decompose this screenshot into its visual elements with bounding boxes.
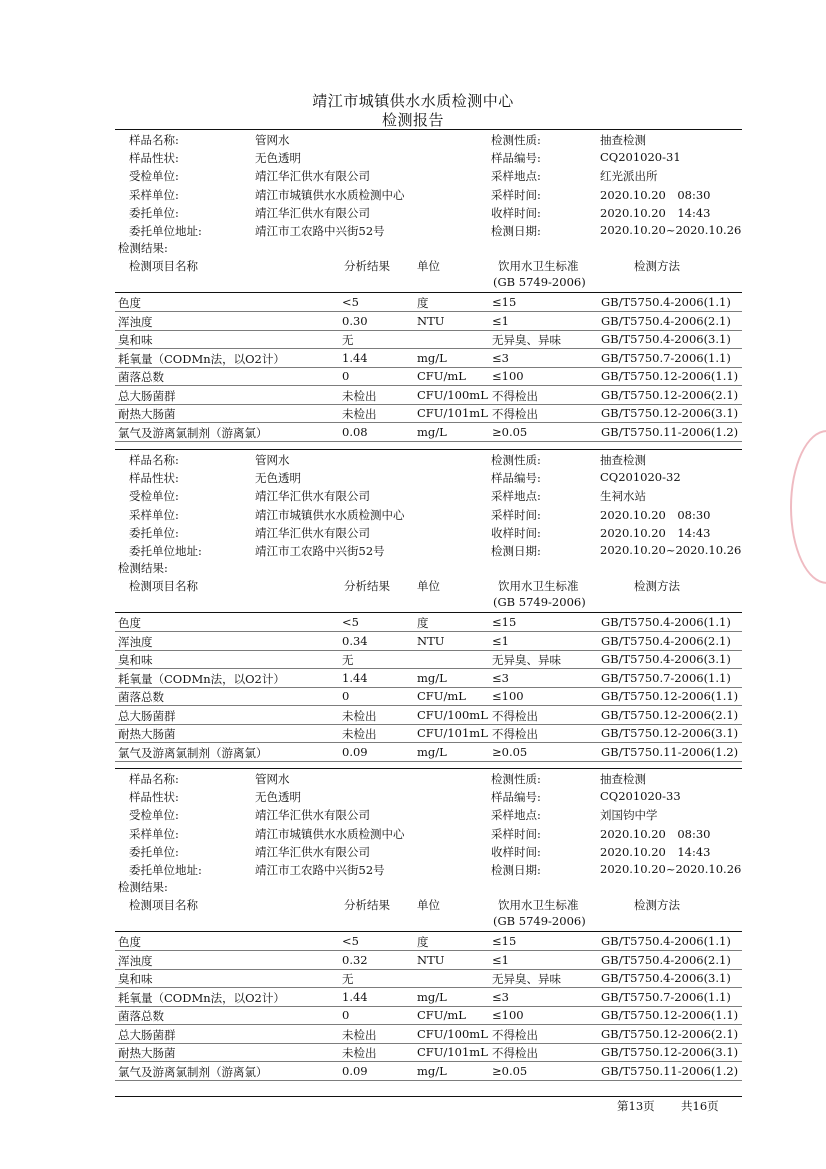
meta-value: 2020.10.20~2020.10.26 bbox=[600, 543, 742, 557]
meta-label: 受检单位: bbox=[129, 808, 179, 823]
cell-item: 氯气及游离氯制剂（游离氯） bbox=[118, 1064, 268, 1079]
row-divider bbox=[115, 705, 742, 706]
cell-standard: ≤100 bbox=[492, 689, 524, 703]
cell-item: 总大肠菌群 bbox=[118, 708, 176, 723]
meta-value: 靖江华汇供水有限公司 bbox=[255, 205, 370, 220]
cell-standard: ≥0.05 bbox=[492, 1063, 528, 1078]
cell-method: GB/T5750.12-2006(3.1) bbox=[601, 1045, 739, 1059]
col-header-unit: 单位 bbox=[417, 579, 440, 593]
meta-value: 抽查检测 bbox=[600, 453, 646, 467]
meta-value: 无色透明 bbox=[255, 151, 301, 166]
cell-result: 1.44 bbox=[342, 670, 368, 685]
meta-value: CQ201020-32 bbox=[600, 470, 681, 485]
meta-value: CQ201020-33 bbox=[600, 789, 681, 804]
cell-result: 无 bbox=[342, 333, 354, 347]
meta-value: 无色透明 bbox=[255, 471, 301, 486]
cell-unit: mg/L bbox=[417, 350, 447, 365]
meta-value: 2020.10.20 08:30 bbox=[600, 826, 711, 841]
cell-standard: ≤3 bbox=[492, 989, 509, 1004]
cell-item: 菌落总数 bbox=[118, 1009, 164, 1023]
cell-standard: 不得检出 bbox=[492, 388, 538, 403]
table-header-divider bbox=[115, 292, 742, 293]
meta-label: 委托单位地址: bbox=[129, 224, 202, 238]
col-header-standard: 饮用水卫生标准 bbox=[498, 259, 579, 273]
cell-item: 耐热大肠菌 bbox=[118, 727, 176, 741]
col-header-result: 分析结果 bbox=[344, 898, 390, 912]
page-number: 第13页 bbox=[617, 1099, 655, 1113]
row-divider bbox=[115, 987, 742, 988]
org-title: 靖江市城镇供水水质检测中心 bbox=[312, 92, 514, 110]
cell-unit: 度 bbox=[417, 296, 429, 310]
meta-value: 靖江华汇供水有限公司 bbox=[255, 525, 370, 540]
meta-label: 收样时间: bbox=[491, 525, 541, 540]
row-divider bbox=[115, 330, 742, 331]
meta-label: 检测日期: bbox=[491, 224, 541, 238]
meta-label: 采样单位: bbox=[129, 507, 179, 522]
meta-value: 红光派出所 bbox=[600, 169, 658, 184]
cell-item: 浑浊度 bbox=[118, 314, 153, 329]
cell-item: 耐热大肠菌 bbox=[118, 1046, 176, 1060]
cell-standard: 不得检出 bbox=[492, 1027, 538, 1042]
cell-standard: ≤1 bbox=[492, 313, 509, 328]
cell-method: GB/T5750.4-2006(3.1) bbox=[601, 652, 731, 666]
col-header-result: 分析结果 bbox=[344, 259, 390, 273]
meta-label: 采样地点: bbox=[491, 169, 541, 184]
cell-method: GB/T5750.4-2006(3.1) bbox=[601, 332, 731, 346]
meta-label: 受检单位: bbox=[129, 489, 179, 504]
cell-unit: mg/L bbox=[417, 424, 447, 439]
cell-item: 总大肠菌群 bbox=[118, 1027, 176, 1042]
cell-method: GB/T5750.12-2006(1.1) bbox=[601, 369, 739, 383]
meta-label: 采样地点: bbox=[491, 489, 541, 504]
cell-result: 0.08 bbox=[342, 424, 368, 439]
col-header-standard: 饮用水卫生标准 bbox=[498, 579, 579, 593]
meta-value: 无色透明 bbox=[255, 790, 301, 805]
col-header-item: 检测项目名称 bbox=[129, 579, 198, 593]
meta-value: 靖江华汇供水有限公司 bbox=[255, 489, 370, 504]
cell-item: 耐热大肠菌 bbox=[118, 407, 176, 421]
meta-value: 靖江华汇供水有限公司 bbox=[255, 844, 370, 859]
cell-unit: CFU/101mL bbox=[417, 726, 488, 740]
cell-method: GB/T5750.11-2006(1.2) bbox=[601, 1063, 739, 1078]
meta-value: 靖江市工农路中兴街52号 bbox=[255, 863, 385, 877]
cell-item: 臭和味 bbox=[118, 333, 153, 347]
meta-label: 样品名称: bbox=[129, 772, 179, 786]
cell-method: GB/T5750.12-2006(2.1) bbox=[601, 1026, 739, 1041]
cell-unit: NTU bbox=[417, 952, 445, 967]
col-header-item: 检测项目名称 bbox=[129, 259, 198, 273]
block-top-divider bbox=[115, 768, 742, 769]
cell-method: GB/T5750.12-2006(3.1) bbox=[601, 726, 739, 740]
cell-method: GB/T5750.12-2006(1.1) bbox=[601, 689, 739, 703]
cell-standard: ≤15 bbox=[492, 934, 517, 948]
cell-method: GB/T5750.4-2006(1.1) bbox=[601, 934, 731, 948]
cell-result: 0.09 bbox=[342, 744, 368, 759]
meta-label: 委托单位: bbox=[129, 525, 179, 540]
cell-method: GB/T5750.7-2006(1.1) bbox=[601, 350, 731, 365]
row-divider bbox=[115, 404, 742, 405]
cell-result: 未检出 bbox=[342, 708, 377, 723]
meta-value: 2020.10.20 14:43 bbox=[600, 205, 711, 220]
meta-label: 检测日期: bbox=[491, 544, 541, 558]
cell-standard: ≤15 bbox=[492, 295, 517, 309]
block-top-divider bbox=[115, 449, 742, 450]
row-divider bbox=[115, 969, 742, 970]
row-divider bbox=[115, 631, 742, 632]
cell-unit: NTU bbox=[417, 633, 445, 648]
col-header-standard-code: (GB 5749-2006) bbox=[493, 914, 586, 928]
cell-method: GB/T5750.4-2006(1.1) bbox=[601, 615, 731, 629]
row-divider bbox=[115, 441, 742, 442]
cell-result: 0 bbox=[342, 689, 350, 703]
cell-item: 耗氧量（CODMn法，以O2计） bbox=[118, 671, 285, 686]
cell-standard: ≤3 bbox=[492, 670, 509, 685]
row-divider bbox=[115, 367, 742, 368]
meta-label: 采样时间: bbox=[491, 826, 541, 841]
meta-value: 2020.10.20 08:30 bbox=[600, 507, 711, 522]
col-header-method: 检测方法 bbox=[634, 898, 680, 912]
row-divider bbox=[115, 687, 742, 688]
cell-item: 色度 bbox=[118, 296, 141, 310]
cell-result: 0 bbox=[342, 369, 350, 383]
cell-method: GB/T5750.4-2006(2.1) bbox=[601, 313, 731, 328]
cell-result: 无 bbox=[342, 972, 354, 986]
cell-standard: ≤15 bbox=[492, 615, 517, 629]
row-divider bbox=[115, 724, 742, 725]
meta-label: 样品编号: bbox=[491, 471, 541, 486]
meta-label: 检测性质: bbox=[491, 453, 541, 467]
seal-stamp bbox=[790, 430, 826, 584]
cell-item: 氯气及游离氯制剂（游离氯） bbox=[118, 745, 268, 760]
meta-label: 采样时间: bbox=[491, 507, 541, 522]
col-header-standard-code: (GB 5749-2006) bbox=[493, 595, 586, 609]
row-divider bbox=[115, 1061, 742, 1062]
meta-label: 收样时间: bbox=[491, 844, 541, 859]
row-divider bbox=[115, 1043, 742, 1044]
cell-item: 色度 bbox=[118, 616, 141, 630]
cell-unit: mg/L bbox=[417, 989, 447, 1004]
col-header-method: 检测方法 bbox=[634, 259, 680, 273]
meta-label: 收样时间: bbox=[491, 205, 541, 220]
cell-method: GB/T5750.4-2006(2.1) bbox=[601, 633, 731, 648]
cell-standard: 无异臭、异味 bbox=[492, 972, 561, 986]
table-header-divider bbox=[115, 612, 742, 613]
meta-label: 检测性质: bbox=[491, 772, 541, 786]
row-divider bbox=[115, 311, 742, 312]
cell-method: GB/T5750.7-2006(1.1) bbox=[601, 670, 731, 685]
cell-item: 色度 bbox=[118, 935, 141, 949]
meta-value: 管网水 bbox=[255, 133, 290, 147]
meta-value: 靖江市工农路中兴街52号 bbox=[255, 544, 385, 558]
col-header-standard: 饮用水卫生标准 bbox=[498, 898, 579, 912]
row-divider bbox=[115, 385, 742, 386]
meta-label: 样品性状: bbox=[129, 471, 179, 486]
cell-standard: ≤1 bbox=[492, 952, 509, 967]
meta-label: 受检单位: bbox=[129, 169, 179, 184]
col-header-item: 检测项目名称 bbox=[129, 898, 198, 912]
meta-label: 委托单位: bbox=[129, 205, 179, 220]
meta-label: 样品性状: bbox=[129, 151, 179, 166]
meta-value: 2020.10.20 14:43 bbox=[600, 525, 711, 540]
cell-result: <5 bbox=[342, 295, 359, 309]
meta-value: 靖江市城镇供水水质检测中心 bbox=[255, 826, 405, 841]
cell-result: 0.32 bbox=[342, 952, 368, 967]
col-header-unit: 单位 bbox=[417, 898, 440, 912]
cell-result: 1.44 bbox=[342, 350, 368, 365]
meta-label: 样品名称: bbox=[129, 133, 179, 147]
table-header-divider bbox=[115, 931, 742, 932]
cell-method: GB/T5750.12-2006(3.1) bbox=[601, 406, 739, 420]
meta-label: 采样单位: bbox=[129, 187, 179, 202]
meta-value: 2020.10.20 08:30 bbox=[600, 187, 711, 202]
cell-unit: 度 bbox=[417, 616, 429, 630]
cell-result: 未检出 bbox=[342, 388, 377, 403]
cell-unit: mg/L bbox=[417, 670, 447, 685]
cell-standard: 无异臭、异味 bbox=[492, 653, 561, 667]
cell-result: 1.44 bbox=[342, 989, 368, 1004]
cell-result: <5 bbox=[342, 934, 359, 948]
cell-item: 耗氧量（CODMn法，以O2计） bbox=[118, 351, 285, 366]
cell-result: 未检出 bbox=[342, 1046, 377, 1060]
cell-result: 0.09 bbox=[342, 1063, 368, 1078]
cell-result: 0 bbox=[342, 1008, 350, 1022]
meta-value: 管网水 bbox=[255, 772, 290, 786]
meta-value: 管网水 bbox=[255, 453, 290, 467]
cell-method: GB/T5750.11-2006(1.2) bbox=[601, 744, 739, 759]
cell-result: 无 bbox=[342, 653, 354, 667]
col-header-method: 检测方法 bbox=[634, 579, 680, 593]
cell-standard: 不得检出 bbox=[492, 1046, 538, 1060]
meta-value: 抽查检测 bbox=[600, 133, 646, 147]
meta-value: 靖江华汇供水有限公司 bbox=[255, 169, 370, 184]
cell-unit: mg/L bbox=[417, 744, 447, 759]
meta-value: CQ201020-31 bbox=[600, 150, 681, 165]
cell-result: 未检出 bbox=[342, 727, 377, 741]
meta-value: 生祠水站 bbox=[600, 489, 646, 504]
cell-method: GB/T5750.11-2006(1.2) bbox=[601, 424, 739, 439]
block-top-divider bbox=[115, 129, 742, 130]
results-label: 检测结果: bbox=[118, 880, 168, 894]
meta-label: 样品编号: bbox=[491, 151, 541, 166]
page-total: 共16页 bbox=[681, 1099, 719, 1113]
meta-value: 靖江市城镇供水水质检测中心 bbox=[255, 187, 405, 202]
meta-label: 采样时间: bbox=[491, 187, 541, 202]
meta-value: 靖江市城镇供水水质检测中心 bbox=[255, 507, 405, 522]
meta-value: 2020.10.20 14:43 bbox=[600, 844, 711, 859]
cell-result: <5 bbox=[342, 615, 359, 629]
cell-method: GB/T5750.12-2006(1.1) bbox=[601, 1008, 739, 1022]
row-divider bbox=[115, 1006, 742, 1007]
footer-divider bbox=[115, 1096, 742, 1097]
row-divider bbox=[115, 348, 742, 349]
cell-standard: ≤100 bbox=[492, 1008, 524, 1022]
row-divider bbox=[115, 1024, 742, 1025]
meta-label: 样品编号: bbox=[491, 790, 541, 805]
meta-label: 委托单位地址: bbox=[129, 544, 202, 558]
cell-standard: ≤100 bbox=[492, 369, 524, 383]
cell-item: 浑浊度 bbox=[118, 953, 153, 968]
report-title: 检测报告 bbox=[381, 111, 444, 129]
meta-label: 样品性状: bbox=[129, 790, 179, 805]
cell-standard: ≤1 bbox=[492, 633, 509, 648]
cell-unit: CFU/101mL bbox=[417, 406, 488, 420]
cell-standard: ≤3 bbox=[492, 350, 509, 365]
meta-label: 委托单位: bbox=[129, 844, 179, 859]
cell-unit: CFU/mL bbox=[417, 369, 466, 383]
cell-item: 菌落总数 bbox=[118, 370, 164, 384]
cell-standard: 不得检出 bbox=[492, 727, 538, 741]
meta-label: 检测日期: bbox=[491, 863, 541, 877]
col-header-unit: 单位 bbox=[417, 259, 440, 273]
cell-method: GB/T5750.12-2006(2.1) bbox=[601, 387, 739, 402]
row-divider bbox=[115, 950, 742, 951]
cell-unit: NTU bbox=[417, 313, 445, 328]
results-label: 检测结果: bbox=[118, 241, 168, 255]
cell-item: 臭和味 bbox=[118, 653, 153, 667]
cell-method: GB/T5750.4-2006(2.1) bbox=[601, 952, 731, 967]
cell-result: 未检出 bbox=[342, 1027, 377, 1042]
cell-standard: ≥0.05 bbox=[492, 744, 528, 759]
meta-value: 靖江市工农路中兴街52号 bbox=[255, 224, 385, 238]
row-divider bbox=[115, 668, 742, 669]
meta-value: 靖江华汇供水有限公司 bbox=[255, 808, 370, 823]
cell-method: GB/T5750.12-2006(2.1) bbox=[601, 707, 739, 722]
cell-unit: CFU/100mL bbox=[417, 1026, 488, 1041]
cell-item: 臭和味 bbox=[118, 972, 153, 986]
cell-result: 0.34 bbox=[342, 633, 368, 648]
cell-standard: 不得检出 bbox=[492, 708, 538, 723]
meta-value: 2020.10.20~2020.10.26 bbox=[600, 862, 742, 876]
cell-unit: CFU/mL bbox=[417, 689, 466, 703]
cell-unit: mg/L bbox=[417, 1063, 447, 1078]
meta-label: 采样地点: bbox=[491, 808, 541, 823]
cell-standard: 不得检出 bbox=[492, 407, 538, 421]
cell-method: GB/T5750.4-2006(3.1) bbox=[601, 971, 731, 985]
cell-item: 氯气及游离氯制剂（游离氯） bbox=[118, 425, 268, 440]
cell-standard: ≥0.05 bbox=[492, 424, 528, 439]
meta-label: 样品名称: bbox=[129, 453, 179, 467]
cell-method: GB/T5750.4-2006(1.1) bbox=[601, 295, 731, 309]
meta-value: 刘国钧中学 bbox=[600, 808, 658, 823]
row-divider bbox=[115, 761, 742, 762]
cell-item: 耗氧量（CODMn法，以O2计） bbox=[118, 990, 285, 1005]
cell-unit: 度 bbox=[417, 935, 429, 949]
meta-value: 抽查检测 bbox=[600, 772, 646, 786]
cell-unit: CFU/100mL bbox=[417, 387, 488, 402]
meta-label: 检测性质: bbox=[491, 133, 541, 147]
meta-value: 2020.10.20~2020.10.26 bbox=[600, 223, 742, 237]
cell-item: 菌落总数 bbox=[118, 690, 164, 704]
row-divider bbox=[115, 422, 742, 423]
col-header-result: 分析结果 bbox=[344, 579, 390, 593]
cell-item: 浑浊度 bbox=[118, 634, 153, 649]
cell-result: 未检出 bbox=[342, 407, 377, 421]
cell-unit: CFU/mL bbox=[417, 1008, 466, 1022]
row-divider bbox=[115, 1080, 742, 1081]
meta-label: 采样单位: bbox=[129, 826, 179, 841]
col-header-standard-code: (GB 5749-2006) bbox=[493, 275, 586, 289]
cell-standard: 无异臭、异味 bbox=[492, 333, 561, 347]
row-divider bbox=[115, 742, 742, 743]
cell-unit: CFU/101mL bbox=[417, 1045, 488, 1059]
cell-result: 0.30 bbox=[342, 313, 368, 328]
row-divider bbox=[115, 650, 742, 651]
cell-item: 总大肠菌群 bbox=[118, 388, 176, 403]
results-label: 检测结果: bbox=[118, 561, 168, 575]
cell-unit: CFU/100mL bbox=[417, 707, 488, 722]
meta-label: 委托单位地址: bbox=[129, 863, 202, 877]
cell-method: GB/T5750.7-2006(1.1) bbox=[601, 989, 731, 1004]
